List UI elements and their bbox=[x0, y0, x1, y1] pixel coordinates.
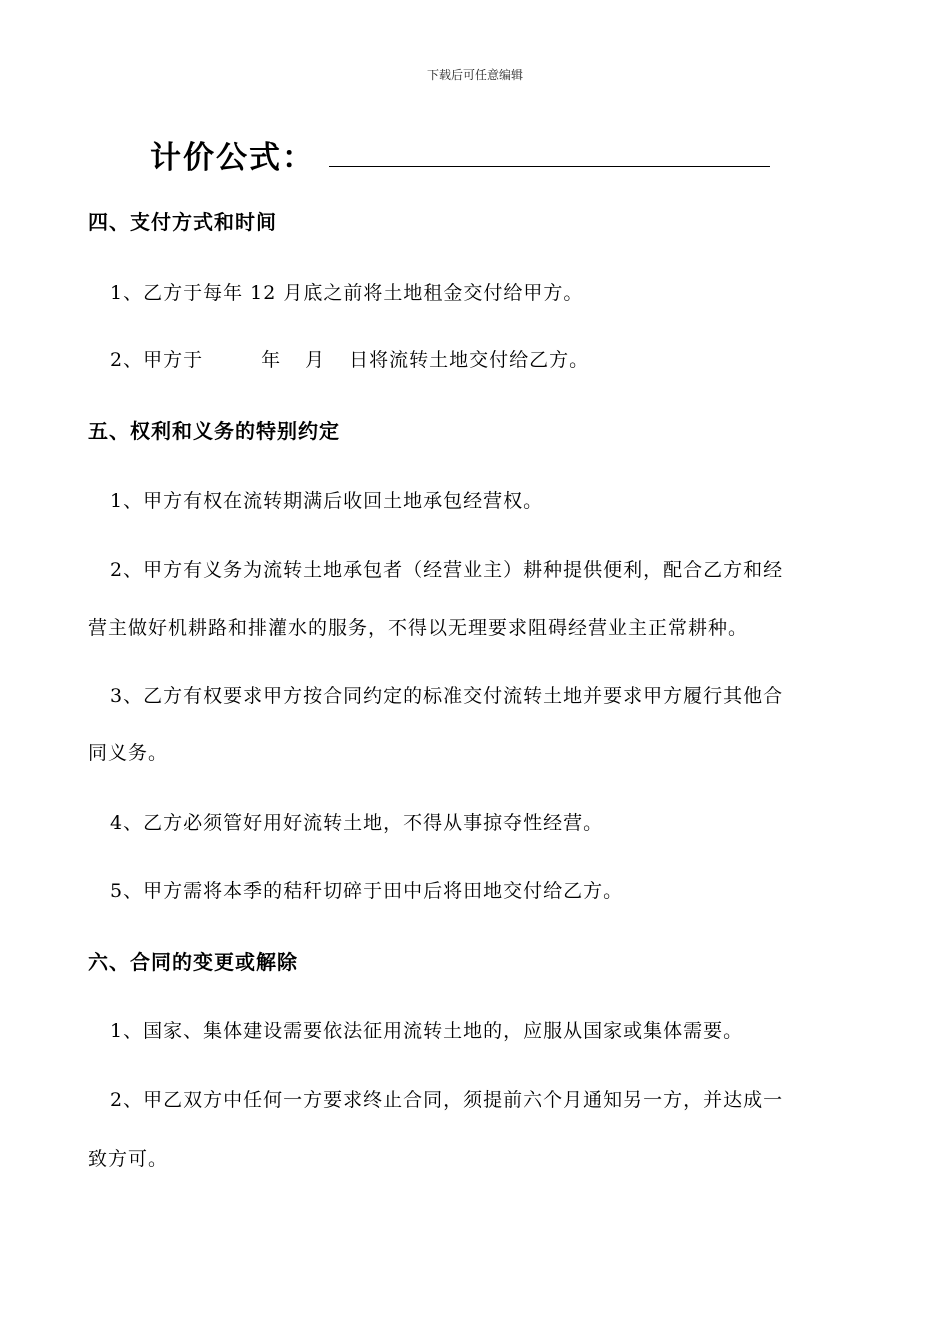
section-4-item-2-year: 年 bbox=[261, 349, 282, 371]
section-4-item-2-suffix: 日将流转土地交付给乙方。 bbox=[349, 349, 590, 371]
section-4-item-1: 1、乙方于每年 12 月底之前将土地租金交付给甲方。 bbox=[110, 282, 584, 304]
section-5-item-5: 5、甲方需将本季的秸秆切碎于田中后将田地交付给乙方。 bbox=[110, 880, 624, 902]
pricing-formula-label: 计价公式： bbox=[150, 140, 315, 176]
section-4-item-2-month: 月 bbox=[305, 349, 326, 371]
section-5-item-1: 1、甲方有权在流转期满后收回土地承包经营权。 bbox=[110, 490, 544, 512]
section-4-item-2-prefix: 2、甲方于 bbox=[110, 349, 204, 371]
pricing-formula-row bbox=[150, 134, 770, 178]
section-5-heading: 五、权利和义务的特别约定 bbox=[88, 419, 340, 443]
section-6-heading: 六、合同的变更或解除 bbox=[88, 950, 298, 974]
pricing-formula-blank bbox=[329, 136, 770, 167]
section-4-heading: 四、支付方式和时间 bbox=[88, 210, 277, 234]
header-note: 下载后可任意编辑 bbox=[426, 68, 523, 82]
section-5-item-2-line-1: 2、甲方有义务为流转土地承包者（经营业主）耕种提供便利，配合乙方和经 bbox=[110, 559, 784, 581]
section-5-item-3-line-2: 同义务。 bbox=[88, 742, 169, 764]
section-6-item-2-line-2: 致方可。 bbox=[88, 1148, 169, 1170]
section-5-item-2-line-2: 营主做好机耕路和排灌水的服务，不得以无理要求阻碍经营业主正常耕种。 bbox=[88, 617, 749, 639]
section-5-item-3-line-1: 3、乙方有权要求甲方按合同约定的标准交付流转土地并要求甲方履行其他合 bbox=[110, 685, 784, 707]
section-5-item-4: 4、乙方必须管好用好流转土地，不得从事掠夺性经营。 bbox=[110, 812, 604, 834]
section-6-item-1: 1、国家、集体建设需要依法征用流转土地的，应服从国家或集体需要。 bbox=[110, 1020, 744, 1042]
section-4-item-2 bbox=[110, 348, 950, 372]
section-6-item-2-line-1: 2、甲乙双方中任何一方要求终止合同，须提前六个月通知另一方，并达成一 bbox=[110, 1089, 784, 1111]
